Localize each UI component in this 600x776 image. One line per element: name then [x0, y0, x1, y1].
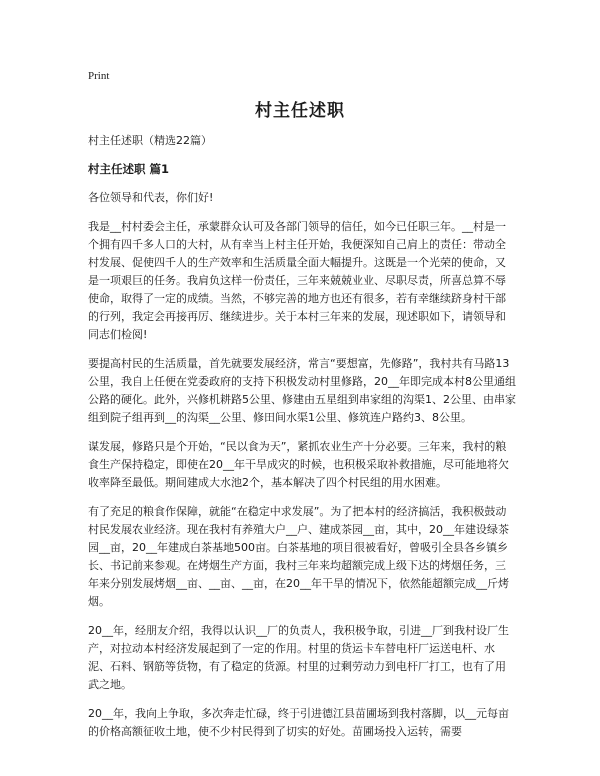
- page-title: 村主任述职: [255, 101, 345, 121]
- document-body: [88, 132, 516, 752]
- paragraph-agriculture: 谋发展，修路只是个开始，“民以食为天”，紧抓农业生产十分必要。三年来，我村的粮食生产保持稳定，即使在20__年干旱成灾的时候，也积极采取补救措施，尽可能地将欠收率降至最低。期间建成大水池2个，基本解决了四个村民组的用水困难。: [88, 440, 509, 489]
- paragraph-factory: 20__年，经朋友介绍，我得以认识__厂的负责人，我积极争取，引进__厂到我村设厂生产，对拉动本村经济发展起到了一定的作用。村里的货运卡车替电杆厂运送电杆、水泥、石料、钢筋等货物，有了稳定的货源。村里的过剩劳动力到电杆厂打工，也有了用武之地。: [88, 624, 509, 691]
- paragraph-economy: 有了充足的粮食作保障，就能“在稳定中求发展”。为了把本村的经济搞活，我积极鼓动村民发展农业经济。现在我村有养殖大户__户、建成茶园__亩，其中，20__年建设绿茶园__亩，20__年建成白茶基地500亩。白茶基地的项目很被看好，曾吸引全县各乡镇乡长、书记前来参观。在烤烟生产方面，我村三年来均超额完成上级下达的烤烟任务，三年来分别发展烤烟__亩、__亩、__亩，在20__年干旱的情况下，依然能超额完成__斤烤烟。: [88, 505, 509, 608]
- paragraph-greeting: 各位领导和代表，你们好!: [88, 191, 214, 204]
- document-subtitle: 村主任述职（精选22篇）: [88, 134, 212, 147]
- paragraph-roads: 要提高村民的生活质量，首先就要发展经济，常言“要想富，先修路”，我村共有马路13公里，我自上任便在党委政府的支持下积极发动村里修路，20__年即完成本村8公里通组公路的硬化。此外，兴修机耕路5公里、修建由五星组到串家组的沟渠1、2公里、由串家组到院子组再到__的沟渠__公里、修田间水渠1公里、修筑连户路约3、8公里。: [88, 357, 516, 424]
- section-heading: 村主任述职 篇1: [88, 162, 170, 176]
- paragraph-introduction: 我是__村村委会主任，承蒙群众认可及各部门领导的信任，如今已任职三年。__村是一个拥有四千多人口的大村，从有幸当上村主任开始，我便深知自己肩上的责任：带动全村发展、促使四千人的生产效率和生活质量全面大幅提升。这既是一个光荣的使命，又是一项艰巨的任务。我肩负这样一份责任，三年来兢兢业业、尽职尽责，所喜总算不辱使命，取得了一定的成绩。当然，不够完善的地方也还有很多，若有幸继续跻身村干部的行列，我定会再接再厉、继续进步。关于本村三年来的发展，现述职如下，请领导和同志们检阅!: [88, 220, 506, 341]
- paragraph-nursery: 20__年，我向上争取，多次奔走忙碌，终于引进德江县苗圃场到我村落脚，以__元每亩的价格高额征收土地，使不少村民得到了切实的好处。苗圃场投入运转，需要: [88, 707, 509, 738]
- print-link[interactable]: Print: [88, 70, 110, 82]
